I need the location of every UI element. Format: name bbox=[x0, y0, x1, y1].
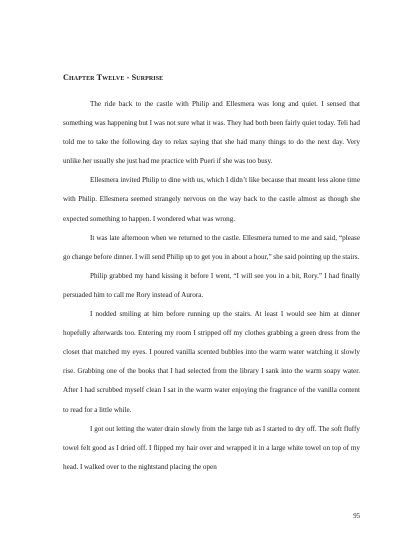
page-content bbox=[63, 73, 360, 477]
paragraph: It was late afternoon when we returned to the castle. Ellesmera turned to me and said, “please go change before dinner. I will send Philip up to get you in about a hour,” she said pointing up the stairs. bbox=[63, 233, 360, 261]
paragraph: I nodded smiling at him before running up the stairs. At least I would see him at dinner hopefully afterwards too. Entering my room I stripped off my clothes grabbing a green dress from the closet that matched my eyes. I poured vanilla scented bubbles into the warm water watching it slowly rise. Grabbing one of the books that I had selected from the library I sank into the warm soapy water. After I had scrubbed myself clean I sat in the warm water enjoying the fragrance of the vanilla content to read for a little while. bbox=[63, 310, 360, 414]
paragraph: The ride back to the castle with Philip and Ellesmera was long and quiet. I sensed that something was happening but I was not sure what it was. They had both been fairly quiet today. Teli had told me to take the following day to relax saying that she had many things to do the next day. Very unlike her usually she just had me practice with Pueri if she was too busy. bbox=[63, 100, 360, 166]
paragraph: I got out letting the water drain slowly from the large tub as I started to dry off. The soft fluffy towel felt good as I dried off. I flipped my hair over and wrapped it in a large white towel on top of my head. I walked over to the nightstand placing the open bbox=[63, 424, 360, 471]
chapter-heading: Chapter Twelve - Surprise bbox=[63, 73, 164, 82]
page-number: 95 bbox=[353, 513, 360, 520]
paragraph: Philip grabbed my hand kissing it before I went, “I will see you in a bit, Rory.” I had finally persuaded him to call me Rory instead of Aurora. bbox=[63, 271, 360, 299]
paragraph: Ellesmera invited Philip to dine with us, which I didn’t like because that meant less alone time with Philip. Ellesmera seemed strangely nervous on the way back to the castle almost as though she expected something to happen. I wondered what was wrong. bbox=[63, 176, 360, 223]
